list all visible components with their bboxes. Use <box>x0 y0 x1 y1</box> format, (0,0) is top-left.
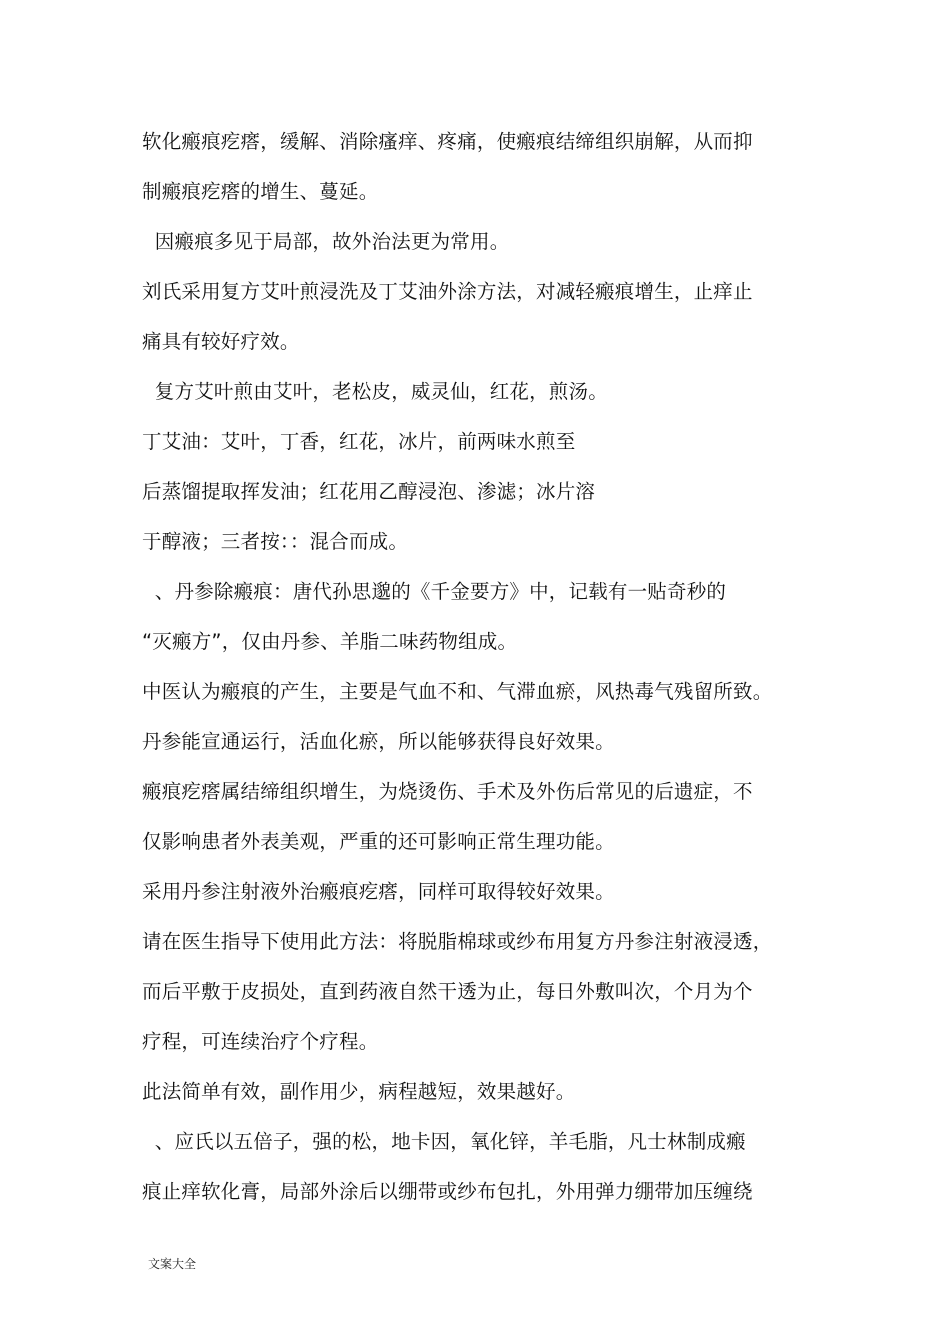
text-line: 于醇液；三者按：：混合而成。 <box>142 530 409 553</box>
text-line: “灭瘢方”，仅由丹参、羊脂二味药物组成。 <box>142 630 518 653</box>
text-line: 请在医生指导下使用此方法：将脱脂棉球或纱布用复方丹参注射液浸透， <box>142 930 773 953</box>
text-line: 痛具有较好疗效。 <box>142 330 300 353</box>
text-line: 此法简单有效，副作用少，病程越短，效果越好。 <box>142 1080 576 1103</box>
text-line: 后蒸馏提取挥发油；红花用乙醇浸泡、渗滤；冰片溶 <box>142 480 596 503</box>
text-line: 、丹参除瘢痕：唐代孙思邈的《千金要方》中，记载有一贴奇秒的 <box>142 580 727 603</box>
page-footer: 文案大全 <box>148 1257 197 1271</box>
text-line: 、应氏以五倍子，强的松，地卡因，氧化锌，羊毛脂，凡士林制成瘢 <box>142 1130 746 1153</box>
text-line: 而后平敷于皮损处，直到药液自然干透为止，每日外敷叫次，个月为个 <box>142 980 753 1003</box>
text-line: 丁艾油：艾叶，丁香，红花，冰片，前两味水煎至 <box>142 430 576 453</box>
text-line: 丹参能宣通运行，活血化瘀，所以能够获得良好效果。 <box>142 730 615 753</box>
text-line: 痕止痒软化膏，局部外涂后以绷带或纱布包扎，外用弹力绷带加压缠绕 <box>142 1180 753 1203</box>
text-line: 复方艾叶煎由艾叶，老松皮，威灵仙，红花，煎汤。 <box>142 380 608 403</box>
text-line: 瘢痕疙瘩属结缔组织增生，为烧烫伤、手术及外伤后常见的后遗症，不 <box>142 780 753 803</box>
text-line: 刘氏采用复方艾叶煎浸洗及丁艾油外涂方法，对减轻瘢痕增生，止痒止 <box>142 280 753 303</box>
text-line: 中医认为瘢痕的产生，主要是气血不和、气滞血瘀，风热毒气残留所致。 <box>142 680 773 703</box>
text-line: 疗程，可连续治疗个疗程。 <box>142 1030 379 1053</box>
text-line: 因瘢痕多见于局部，故外治法更为常用。 <box>142 230 510 253</box>
text-line: 采用丹参注射液外治瘢痕疙瘩，同样可取得较好效果。 <box>142 880 615 903</box>
document-body <box>142 122 822 1222</box>
text-line: 软化瘢痕疙瘩，缓解、消除瘙痒、疼痛，使瘢痕结缔组织崩解，从而抑 <box>142 130 753 153</box>
text-line: 仅影响患者外表美观，严重的还可影响正常生理功能。 <box>142 830 615 853</box>
text-line: 制瘢痕疙瘩的增生、蔓延。 <box>142 180 379 203</box>
